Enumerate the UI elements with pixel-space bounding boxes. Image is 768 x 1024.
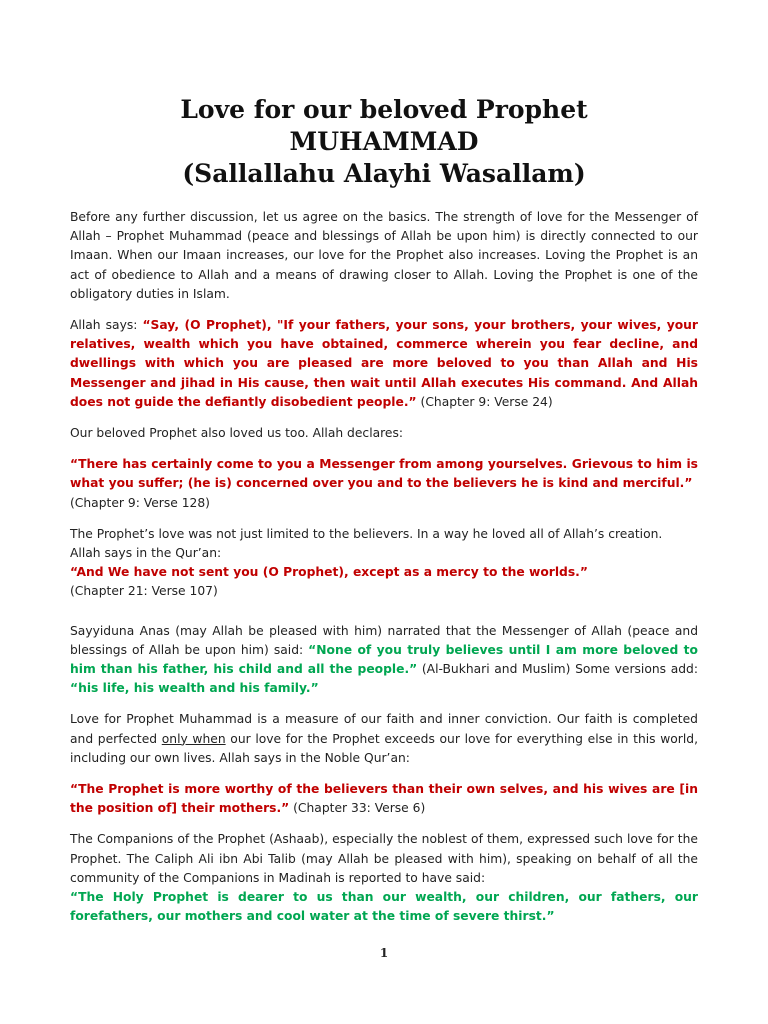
- hadith-reference: (Al-Bukhari and Muslim) Some versions add:: [417, 662, 698, 677]
- intro-text: Allah says:: [70, 318, 143, 333]
- verse-reference: (Chapter 9: Verse 128): [70, 495, 210, 510]
- body-text: our love for the Prophet exceeds our love for everything else in this world, including our own lives. Allah says in the Noble Qur’an:: [70, 731, 698, 765]
- hadith-quote-addition: “his life, his wealth and his family.”: [70, 681, 319, 696]
- page-number: 1: [379, 946, 389, 960]
- paragraph-declares: Our beloved Prophet also loved us too. Allah declares:: [70, 426, 404, 441]
- quran-quote: “The Prophet is more worthy of the believers than their own selves, and his wives are [in the position of] their mothers.”: [70, 782, 698, 816]
- quran-quote: “Say, (O Prophet), "If your fathers, your sons, your brothers, your wives, your relatives, wealth which you have obtained, commerce wherein you fear decline, and dwellings with which you are pleased are more beloved to you than Allah and His Messenger and jihad in His cause, then wait until Allah executes His command. And Allah does not guide the defiantly disobedient people.”: [70, 318, 698, 409]
- title-line-3: (Sallallahu Alayhi Wasallam): [182, 159, 586, 188]
- paragraph-verse-21-107: [70, 525, 698, 602]
- body-text: The Prophet’s love was not just limited to the believers. In a way he loved all of Allah’s creation.: [70, 526, 663, 541]
- body-text: Sayyiduna Anas (may Allah be pleased with him) narrated that the Messenger of Allah (peace and blessings of Allah be upon him) said:: [70, 623, 698, 657]
- paragraph-intro: Before any further discussion, let us agree on the basics. The strength of love for the Messenger of Allah – Prophet Muhammad (peace and blessings of Allah be upon him) is directly connected to our Imaan. When our Imaan increases, our love for the Prophet also increases. Loving the Prophet is an act of obedience to Allah and a means of drawing closer to Allah. Loving the Prophet is one of the obligatory duties in Islam.: [70, 210, 698, 301]
- verse-reference: (Chapter 9: Verse 24): [416, 394, 553, 409]
- verse-reference: (Chapter 21: Verse 107): [70, 584, 218, 599]
- hadith-quote: “None of you truly believes until I am more beloved to him than his father, his child and all the people.”: [70, 642, 698, 677]
- paragraph-faith: [70, 710, 698, 768]
- underlined-text: only when: [161, 731, 226, 746]
- paragraph-companions: [70, 830, 698, 926]
- paragraph-verse-33-6: [70, 780, 698, 818]
- page-title: [0, 94, 768, 190]
- document-body: [70, 208, 698, 939]
- quran-quote: “There has certainly come to you a Messenger from among yourselves. Grievous to him is what you suffer; (he is) concerned over you and to the believers he is kind and merciful.”: [70, 457, 698, 491]
- body-text: Allah says in the Qur’an:: [70, 546, 222, 561]
- body-text: The Companions of the Prophet (Ashaab), especially the noblest of them, expressed such love for the Prophet. The Caliph Ali ibn Abi Talib (may Allah be pleased with him), speaking on behalf of all the community of the Companions in Madinah is reported to have said:: [70, 832, 698, 885]
- paragraph-hadith-anas: [70, 622, 698, 699]
- paragraph-verse-9-24: [70, 316, 698, 412]
- body-text: Love for Prophet Muhammad is a measure of our faith and inner conviction. Our faith is completed and perfected: [70, 712, 698, 746]
- quran-quote: “And We have not sent you (O Prophet), except as a mercy to the worlds.”: [70, 565, 588, 580]
- title-line-2: MUHAMMAD: [289, 127, 479, 156]
- verse-reference: (Chapter 33: Verse 6): [289, 801, 426, 816]
- paragraph-verse-9-128: [70, 455, 698, 513]
- title-line-1: Love for our beloved Prophet: [180, 95, 588, 124]
- companion-quote: “The Holy Prophet is dearer to us than our wealth, our children, our fathers, our forefathers, our mothers and cool water at the time of severe thirst.”: [70, 890, 698, 924]
